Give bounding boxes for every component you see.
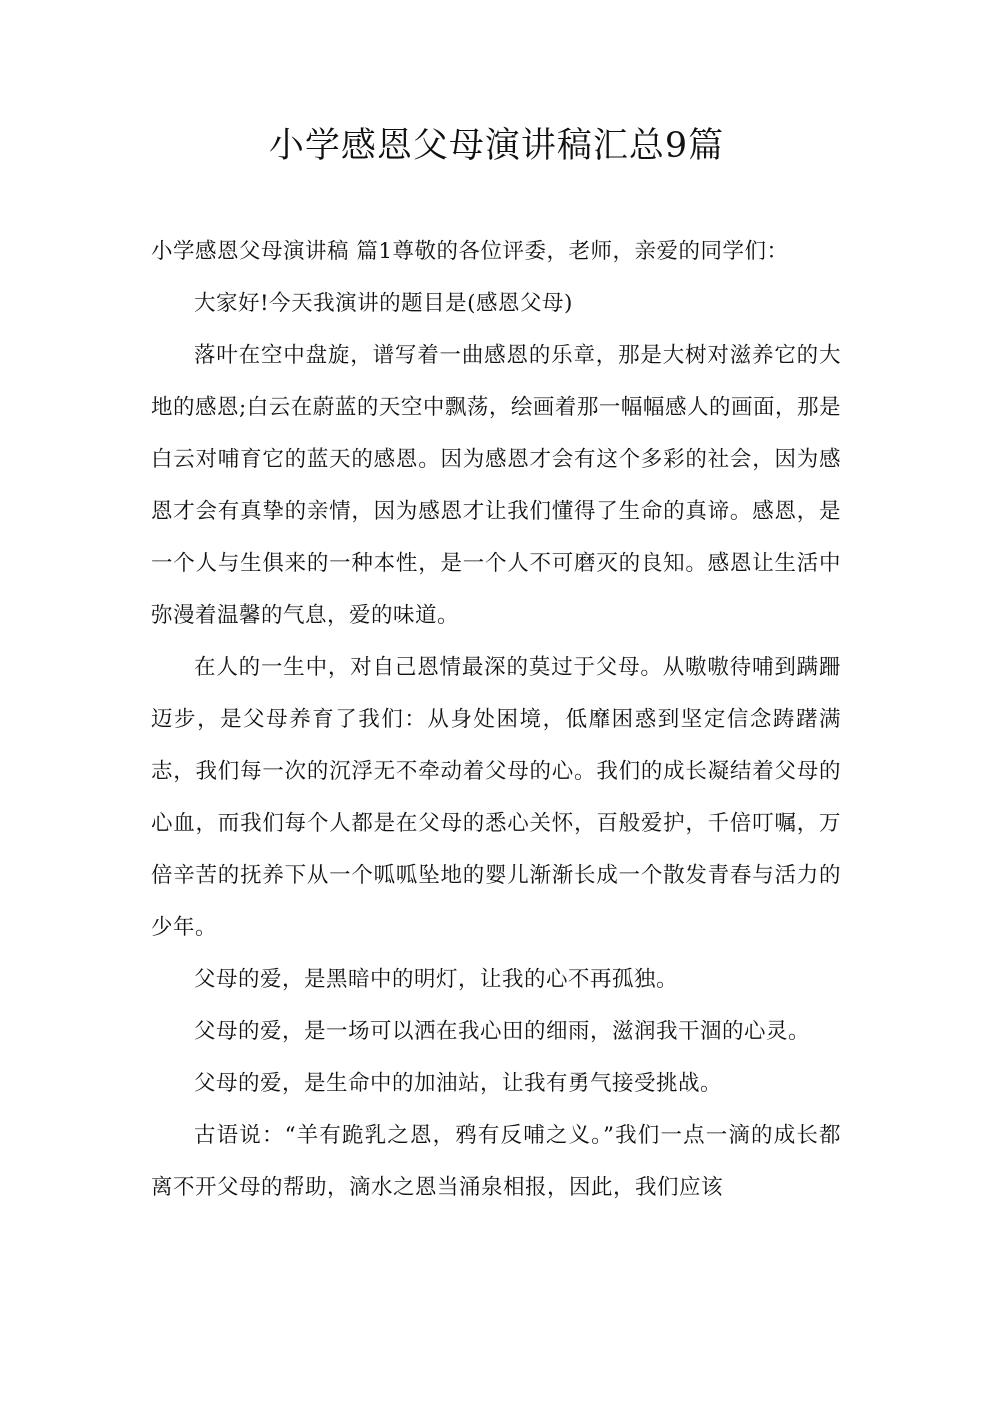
paragraph-love-station: 父母的爱，是生命中的加油站，让我有勇气接受挑战。 bbox=[194, 1071, 723, 1096]
paragraph-gratitude-nature: 落叶在空中盘旋，谱写着一曲感恩的乐章，那是大树对滋养它的大地的感恩;白云在蔚蓝的天空中飘荡，绘画着那一幅幅感人的画面，那是白云对哺育它的蓝天的感恩。因为感恩才会有这个多彩的社会，因为感恩才会有真挚的亲情，因为感恩才让我们懂得了生命的真谛。感恩，是一个人与生俱来的一种本性，是一个人不可磨灭的良知。感恩让生活中弥漫着温馨的气息，爱的味道。 bbox=[151, 343, 841, 628]
paragraph-intro: 大家好!今天我演讲的题目是(感恩父母) bbox=[194, 291, 573, 316]
paragraph-love-rain: 父母的爱，是一场可以洒在我心田的细雨，滋润我干涸的心灵。 bbox=[194, 1019, 811, 1044]
document-title: 小学感恩父母演讲稿汇总9篇 bbox=[268, 126, 725, 166]
paragraph-greeting: 小学感恩父母演讲稿 篇1尊敬的各位评委，老师，亲爱的同学们： bbox=[151, 239, 789, 264]
document-body bbox=[151, 226, 841, 1214]
paragraph-love-lamp: 父母的爱，是黑暗中的明灯，让我的心不再孤独。 bbox=[194, 967, 679, 992]
paragraph-parents-care: 在人的一生中，对自己恩情最深的莫过于父母。从嗷嗷待哺到蹒跚迈步，是父母养育了我们：从身处困境，低靡困惑到坚定信念踌躇满志，我们每一次的沉浮无不牵动着父母的心。我们的成长凝结着父母的心血，而我们每个人都是在父母的悉心关怀，百般爱护，千倍叮嘱，万倍辛苦的抚养下从一个呱呱坠地的婴儿渐渐长成一个散发青春与活力的少年。 bbox=[151, 655, 841, 940]
paragraph-proverb: 古语说：“羊有跪乳之恩，鸦有反哺之义。”我们一点一滴的成长都离不开父母的帮助，滴水之恩当涌泉相报，因此，我们应该 bbox=[151, 1123, 841, 1200]
